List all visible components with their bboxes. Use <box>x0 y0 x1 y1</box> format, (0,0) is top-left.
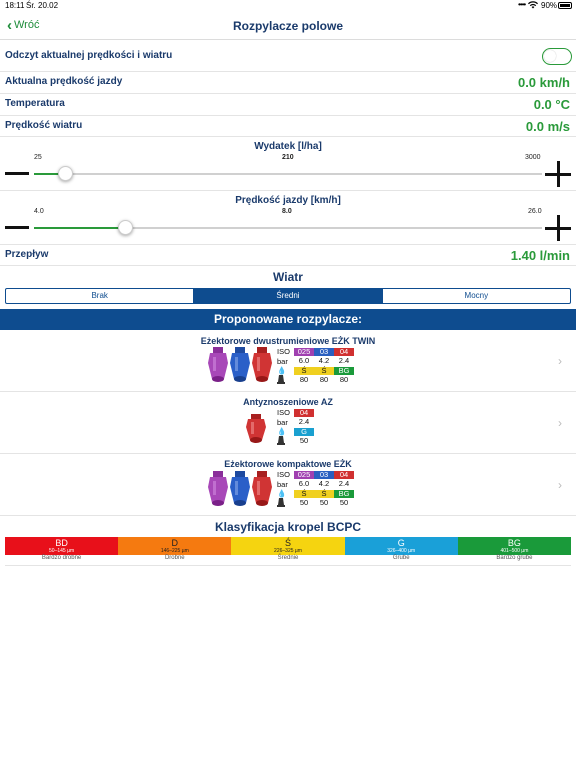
bcpc-name: Drobne <box>164 555 185 561</box>
drift-cell: 80 <box>299 375 309 385</box>
drift-cell: 50 <box>299 498 309 508</box>
nozzle-blue-icon <box>229 347 251 388</box>
speed-slider-track[interactable] <box>34 227 542 229</box>
flow-row <box>0 245 576 266</box>
speed-row <box>0 72 576 94</box>
read-sensors-row <box>0 40 576 72</box>
temperature-value: 0.0 °C <box>533 97 570 112</box>
nozzle-params-table <box>277 347 354 385</box>
nozzle-params-table <box>277 470 354 508</box>
drop-cell: G <box>294 428 314 436</box>
bar-cell: 2.4 <box>338 479 350 489</box>
nozzle-images <box>245 414 267 449</box>
bcpc-range: 50–145 µm <box>49 548 75 554</box>
output-slider-track[interactable] <box>34 173 542 175</box>
bcpc-scale <box>5 537 571 555</box>
bar-cell: 2.4 <box>338 356 350 366</box>
bar-cell: 4.2 <box>318 356 330 366</box>
speed-current: 8.0 <box>282 208 292 215</box>
speed-slider-thumb[interactable] <box>118 220 133 235</box>
bcpc-code: Ś <box>285 538 292 548</box>
signal-dots-icon: •••• <box>518 0 526 9</box>
bcpc-code: BD <box>55 538 68 548</box>
bcpc-class-s <box>231 537 344 555</box>
status-bar <box>0 0 576 12</box>
bcpc-name: Grube <box>392 555 410 561</box>
bcpc-code: D <box>171 538 179 548</box>
temperature-label: Temperatura <box>5 98 65 109</box>
nozzle-images <box>207 471 273 512</box>
bcpc-class-bd <box>5 537 118 555</box>
wind-title: Wiatr <box>273 270 303 284</box>
drop-cell: BG <box>334 490 354 498</box>
nozzle-item-az[interactable] <box>0 392 576 454</box>
back-label: Wróć <box>14 19 40 31</box>
iso-cell: 03 <box>314 348 334 356</box>
output-slider-thumb[interactable] <box>58 166 73 181</box>
bcpc-names <box>5 555 571 561</box>
wind-option-strong[interactable]: Mocny <box>464 291 489 300</box>
wifi-icon <box>528 1 538 11</box>
bcpc-name: Bardzo drobne <box>41 555 82 561</box>
drift-cell: 50 <box>339 498 349 508</box>
speed-max: 26.0 <box>528 208 542 215</box>
output-decrease-button[interactable] <box>5 172 29 175</box>
nozzle-params-table <box>277 408 314 446</box>
nozzle-name: Eżektorowe kompaktowe EŻK <box>224 459 352 469</box>
nozzle-red-icon <box>251 347 273 388</box>
bcpc-range: 326–400 µm <box>387 548 416 554</box>
iso-cell: 03 <box>314 471 334 479</box>
bar-cell: 6.0 <box>298 356 310 366</box>
status-date: Śr. 20.02 <box>26 1 59 10</box>
output-max: 3000 <box>525 154 541 161</box>
drift-cell: 80 <box>339 375 349 385</box>
speed-slider-fill <box>34 227 125 229</box>
status-time: 18:11 <box>5 1 25 10</box>
nozzle-item-ezk[interactable] <box>0 454 576 516</box>
output-slider-block <box>0 137 576 191</box>
speed-label: Aktualna prędkość jazdy <box>5 76 123 87</box>
droplets-icon: 💧 <box>277 489 287 499</box>
output-increase-button[interactable] <box>545 161 571 187</box>
nozzle-red-icon <box>251 471 273 512</box>
nozzle-red-icon <box>245 414 267 449</box>
iso-label: ISO <box>277 347 290 357</box>
chevron-right-icon: › <box>558 416 562 430</box>
bcpc-range: 401–500 µm <box>500 548 529 554</box>
nozzle-purple-icon <box>207 471 229 512</box>
output-slider-title: Wydatek [l/ha] <box>254 141 322 152</box>
bcpc-range: 226–325 µm <box>274 548 302 554</box>
drop-cell: BG <box>334 367 354 375</box>
navigation-bar <box>0 12 576 40</box>
iso-cell: 025 <box>294 348 314 356</box>
output-min: 25 <box>34 154 42 161</box>
divider <box>5 565 571 566</box>
toggle-knob <box>544 50 556 62</box>
speed-value: 0.0 km/h <box>517 75 570 90</box>
battery-icon <box>558 2 572 9</box>
bar-label: bar <box>277 356 288 366</box>
drift-cell: 80 <box>319 375 329 385</box>
bcpc-title: Klasyfikacja kropel BCPC <box>214 520 362 534</box>
bcpc-name: Bardzo grube <box>496 555 533 561</box>
wind-speed-value: 0.0 m/s <box>525 119 570 134</box>
drift-icon <box>277 436 294 447</box>
iso-label: ISO <box>277 470 290 480</box>
read-sensors-label: Odczyt aktualnej prędkości i wiatru <box>5 50 173 61</box>
speed-decrease-button[interactable] <box>5 226 29 229</box>
iso-cell: 04 <box>294 409 314 417</box>
nozzle-name: Eżektorowe dwustrumieniowe EŻK TWIN <box>200 336 376 346</box>
iso-cell: 04 <box>334 348 354 356</box>
wind-option-medium[interactable]: Średni <box>194 289 382 303</box>
speed-increase-button[interactable] <box>545 215 571 241</box>
speed-slider-block <box>0 191 576 245</box>
bcpc-range: 146–225 µm <box>160 548 189 554</box>
bar-label: bar <box>277 417 288 427</box>
drop-cell: Ś <box>294 367 314 375</box>
drop-cell: Ś <box>314 367 334 375</box>
proposed-nozzles-header: Proponowane rozpylacze: <box>0 309 576 330</box>
bar-label: bar <box>277 479 288 489</box>
chevron-right-icon: › <box>558 354 562 368</box>
drift-icon <box>277 498 294 509</box>
nozzle-images <box>207 347 273 388</box>
bcpc-code: G <box>397 538 405 548</box>
drift-cell: 50 <box>319 498 329 508</box>
nozzle-item-ezk-twin[interactable] <box>0 330 576 392</box>
read-sensors-toggle[interactable] <box>542 48 572 65</box>
wind-speed-row <box>0 116 576 137</box>
drift-icon <box>277 375 294 386</box>
chevron-right-icon: › <box>558 478 562 492</box>
drop-cell: Ś <box>314 490 334 498</box>
bcpc-class-bg <box>458 537 571 555</box>
temperature-row <box>0 94 576 116</box>
bcpc-code: BG <box>507 538 521 548</box>
drop-cell: Ś <box>294 490 314 498</box>
page-title: Rozpylacze polowe <box>232 19 344 33</box>
wind-segmented-control <box>5 288 571 304</box>
output-current: 210 <box>282 154 294 161</box>
nozzle-blue-icon <box>229 471 251 512</box>
droplets-icon: 💧 <box>277 427 287 437</box>
wind-option-none[interactable]: Brak <box>6 289 194 303</box>
bar-cell: 6.0 <box>298 479 310 489</box>
flow-label: Przepływ <box>5 249 49 260</box>
iso-cell: 025 <box>294 471 314 479</box>
bcpc-class-d <box>118 537 231 555</box>
iso-label: ISO <box>277 408 290 418</box>
battery-percent: 90% <box>541 1 558 10</box>
bcpc-class-g <box>345 537 458 555</box>
nozzle-purple-icon <box>207 347 229 388</box>
bar-cell: 4.2 <box>318 479 330 489</box>
nozzle-name: Antyznoszeniowe AZ <box>243 397 333 407</box>
drift-cell: 50 <box>299 436 309 446</box>
speed-min: 4.0 <box>34 208 44 215</box>
bar-cell: 2.4 <box>298 417 310 427</box>
wind-speed-label: Prędkość wiatru <box>5 120 83 131</box>
iso-cell: 04 <box>334 471 354 479</box>
droplets-icon: 💧 <box>277 366 287 376</box>
speed-slider-title: Prędkość jazdy [km/h] <box>235 195 341 206</box>
flow-value: 1.40 l/min <box>510 248 570 263</box>
chevron-left-icon: ‹ <box>7 16 12 34</box>
bcpc-name: Średnie <box>277 555 299 561</box>
